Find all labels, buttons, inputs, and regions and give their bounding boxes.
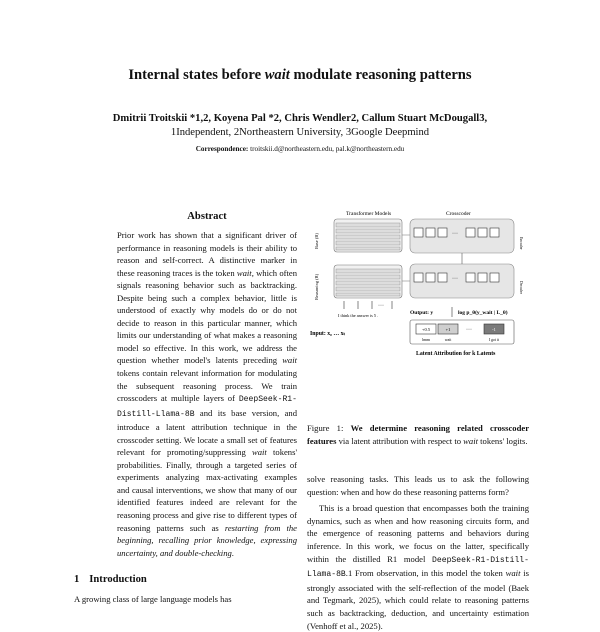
body-paragraph-1: solve reasoning tasks. This leads us to ask the following question: when and how do these reasoning patterns form? (307, 474, 529, 497)
svg-text:···: ··· (452, 276, 458, 282)
attribution-caption: Latent Attribution for k Latents (416, 351, 496, 357)
reasoning-model-layers (334, 265, 402, 298)
label-reasoning: Reasoning (R) (314, 273, 319, 300)
attr-value-1: +0.5 (421, 327, 431, 332)
paper-title: Internal states before wait modulate reasoning patterns (128, 67, 472, 83)
body-paragraph-2: This is a broad question that encompasses both the training dynamics, such as when and how reasoning circuits form, and the emergence of reasoning patterns and behaviors during inference. In this work, we focus on the latter, specifically within the distilled R1 model DeepSeek-R1-Distill-Llama-8B.1 From observation, in this model the token wait is strongly associated with the self-reflection of the model (Baek and Tegmark, 2025), which could relate to reasoning patterns such as backtracking, deduction, and uncertainty estimation (Venhoff et al., 2025). (307, 503, 529, 631)
label-crosscoder: Crosscoder (446, 211, 471, 217)
section-heading-introduction: 1 Introduction (74, 574, 147, 585)
thought-text: I think the answer is 5 . (338, 313, 379, 318)
attr-value-2: +1 (445, 327, 451, 332)
latent-attribution-panel (410, 320, 514, 344)
logprob-label: log p_θ(y_wait | L_θ) (458, 310, 508, 316)
crosscoder-encoder (410, 219, 514, 253)
correspondence-emails[interactable]: troitskii.d@northeastern.edu, pal.k@northeastern.edu (250, 145, 405, 153)
label-decoder: Decoder (519, 281, 523, 294)
input-label: Input: x₀ … xₜ (310, 331, 346, 337)
figure-caption: Figure 1: We determine reasoning related crosscoder features via latent attribution with respect to wait tokens' logits. (307, 423, 530, 446)
crosscoder-decoder (410, 264, 514, 298)
abstract-heading: Abstract (187, 211, 227, 222)
attr-value-3: -1 (492, 327, 496, 332)
input-arrows (344, 301, 392, 309)
figure-1 (306, 207, 530, 407)
svg-text:···: ··· (466, 327, 472, 333)
correspondence: Correspondence: troitskii.d@northeastern.edu, pal.k@northeastern.edu (195, 145, 405, 153)
affiliations: 1Independent, 2Northeastern University, 3Google Deepmind (170, 127, 430, 138)
token-label-hmm: hmm (422, 338, 430, 342)
abstract-text: Prior work has shown that a significant driver of performance in reasoning models is their ability to reason and self-correct. A distinctive marker in these reasoning traces is the token wait, which often signals reasoning behavior such as backtracking. Despite being such a complex behavior, little is understood of exactly why models do or do not decide to reason in this particular manner, which limits our understanding of what makes a reasoning model so effective. In this work, we address the question whether model's latents preceding wait tokens contain relevant information for modulating the subsequent reasoning process. We train crosscoders at multiple layers of DeepSeek-R1-Distill-Llama-8B and its base version, and introduce a latent attribution technique in the crosscoder setting. We locate a small set of features relevant for promoting/suppressing wait tokens' probabilities. Finally, through a targeted series of experiments analyzing max-activating examples and causal interventions, we show that many of our identified features indeed are relevant for the reasoning process and give rise to different types of reasoning patterns such as restarting from the beginning, recalling prior knowledge, expressing uncertainty, and double-checking. (117, 230, 297, 558)
base-model-layers (334, 219, 402, 252)
svg-text:···: ··· (378, 303, 384, 309)
introduction-first-line: A growing class of large language models has (74, 594, 232, 604)
label-transformer-models: Transformer Models (346, 211, 392, 217)
token-label-i-got-it: I got it (488, 338, 500, 342)
label-base: Base (B) (314, 233, 319, 249)
output-label: Output: y (410, 310, 434, 316)
svg-text:···: ··· (452, 231, 458, 237)
author-list: Dmitrii Troitskii *1,2, Koyena Pal *2, Chris Wendler2, Callum Stuart McDougall3, (112, 113, 488, 124)
token-label-wait: wait (444, 338, 452, 342)
label-encoder: Encoder (519, 237, 523, 250)
body-text (307, 473, 529, 632)
